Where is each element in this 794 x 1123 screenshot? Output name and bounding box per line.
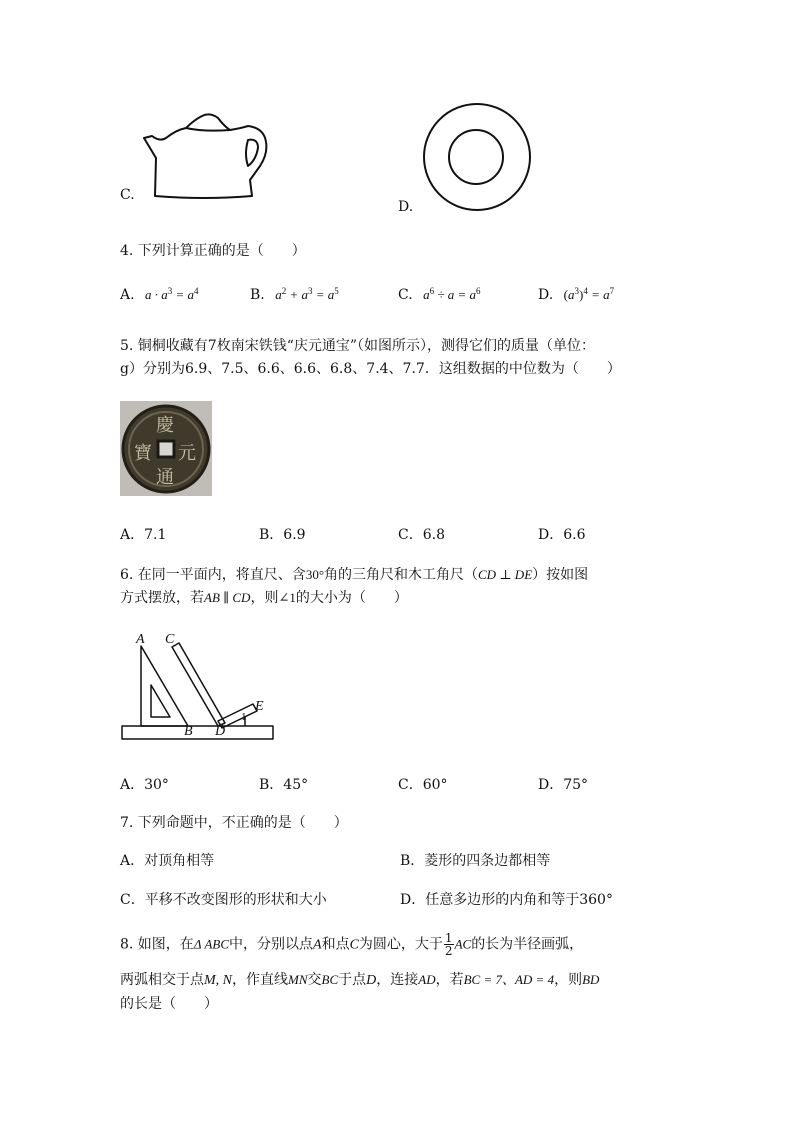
q8-point-a: A <box>313 937 322 953</box>
q5-option-c[interactable]: C．6.8 <box>398 527 445 543</box>
q6-parallel: AB ∥ CD <box>204 590 251 605</box>
q6-line1-text-c: 角的三角尺和木工角尺（ <box>324 567 479 583</box>
q8-point-c: C <box>349 937 359 953</box>
q4-option-d[interactable] <box>538 287 614 303</box>
q8-l2-e: 交 <box>307 972 322 988</box>
ring-figure <box>422 102 532 212</box>
q8-stem-line3: 的长是（ ） <box>120 996 218 1012</box>
figure-label-c: C <box>165 632 175 647</box>
q8-points-mn: M, N <box>204 973 232 988</box>
figure-label-a: A <box>136 632 145 647</box>
q6-option-a[interactable]: A．30° <box>120 777 169 793</box>
q5-option-b[interactable]: B．6.9 <box>259 527 306 543</box>
q4-option-b-letter: B. <box>250 287 265 303</box>
q8-segment-ac: AC <box>454 936 472 952</box>
figure-label-b: B <box>184 724 193 739</box>
q8-segment-ad: AD <box>418 972 436 987</box>
q4-stem: 4. 下列计算正确的是（ ） <box>120 243 306 259</box>
q4-option-a[interactable] <box>120 287 199 303</box>
q3-option-c-label[interactable]: C. <box>120 187 135 203</box>
q7-stem: 7. 下列命题中，不正确的是（ ） <box>120 815 348 831</box>
q7-option-b[interactable]: B．菱形的四条边都相等 <box>400 853 551 869</box>
q5-option-a[interactable]: A．7.1 <box>120 527 167 543</box>
ruler-shape <box>122 726 273 739</box>
figure-label-d: D <box>215 724 226 739</box>
q8-segment-bd: BD <box>582 972 600 987</box>
coin-char-left: 寶 <box>134 443 152 464</box>
q8-segment-bc: BC <box>321 972 339 987</box>
q4-option-a-expr: $a \cdot a^3 = a^4$ <box>145 286 199 302</box>
teapot-figure <box>138 108 278 204</box>
q6-perpendicular: CD ⊥ DE <box>478 567 533 582</box>
q8-triangle-abc: Δ ABC <box>193 936 230 952</box>
q8-l1-g: 为圆心，大于 <box>358 936 443 953</box>
q6-line1-text-a: 6. 在同一平面内，将直尺、含 <box>120 567 306 583</box>
q3-option-d-label[interactable]: D. <box>398 199 414 215</box>
q8-stem-line1 <box>120 932 583 957</box>
q8-frac-num: 1 <box>444 931 453 945</box>
q7-option-c[interactable]: C．平移不改变图形的形状和大小 <box>120 892 327 908</box>
q6-option-c[interactable]: C．60° <box>398 777 448 793</box>
set-square-outer <box>141 646 188 726</box>
q6-line2-text-a: 方式摆放，若 <box>120 590 204 606</box>
q6-line2-text-e: 的大小为（ ） <box>295 590 408 606</box>
q4-option-d-letter: D. <box>538 287 554 303</box>
q6-option-b[interactable]: B．45° <box>259 777 309 793</box>
q8-l1-a: 8. 如图，在 <box>120 936 194 953</box>
q6-option-d[interactable]: D．75° <box>538 777 589 793</box>
q8-l2-m: ，则 <box>554 972 583 988</box>
q5-option-d[interactable]: D．6.6 <box>538 527 586 543</box>
q4-option-b[interactable] <box>250 287 339 303</box>
q8-l2-a: 两弧相交于点 <box>120 972 204 988</box>
q6-angle-30: 30° <box>305 567 325 582</box>
figure-label-e: E <box>255 699 264 714</box>
q7-option-a[interactable]: A．对顶角相等 <box>120 853 215 869</box>
q8-fraction-half <box>444 932 454 957</box>
q6-line2-text-c: ，则 <box>250 590 279 606</box>
coin-char-right: 元 <box>178 443 196 464</box>
q4-option-c-expr: $a^6 \div a = a^6$ <box>423 286 481 302</box>
coin-char-top: 慶 <box>156 415 174 436</box>
q8-l2-c: ，作直线 <box>232 972 288 988</box>
q6-angle-1: ∠1 <box>278 590 296 605</box>
q8-l2-g: 于点 <box>338 972 367 988</box>
q8-l2-k: ，若 <box>435 972 464 988</box>
q5-stem-line2: g）分别为6.9、7.5、6.6、6.6、6.8、7.4、7.7．这组数据的中位数为（ ） <box>120 361 621 377</box>
coin-photo <box>120 401 212 496</box>
q6-line1-text-e: ）按如图 <box>532 567 589 583</box>
q6-stem-line1 <box>120 564 588 584</box>
q8-given-values: BC = 7、AD = 4 <box>463 972 555 987</box>
q4-option-c[interactable] <box>398 287 481 303</box>
q8-point-d: D <box>366 973 377 988</box>
coin-char-bottom: 通 <box>156 467 174 488</box>
q4-option-b-expr: $a^2 + a^3 = a^5$ <box>275 286 339 302</box>
q8-l1-c: 中，分别以点 <box>229 936 314 953</box>
figure-label-1: 1 <box>241 711 247 723</box>
q8-l1-e: 和点 <box>321 936 350 953</box>
q4-option-a-letter: A. <box>120 287 135 303</box>
q7-option-d[interactable]: D．任意多边形的内角和等于360° <box>400 892 613 908</box>
q8-l2-i: ，连接 <box>376 972 419 988</box>
q5-stem-line1: 5. 铜桐收藏有7枚南宋铁钱“庆元通宝”（如图所示），测得它们的质量（单位： <box>120 338 596 354</box>
q8-l1-i: 的长为半径画弧， <box>471 936 584 953</box>
q8-line-mn: MN <box>288 972 308 987</box>
q8-stem-line2 <box>120 969 599 989</box>
q6-stem-line2 <box>120 587 408 607</box>
q4-option-d-expr: $(a^3)^4 = a^7$ <box>563 286 615 302</box>
q4-option-c-letter: C. <box>398 287 413 303</box>
q8-frac-den: 2 <box>444 944 453 958</box>
